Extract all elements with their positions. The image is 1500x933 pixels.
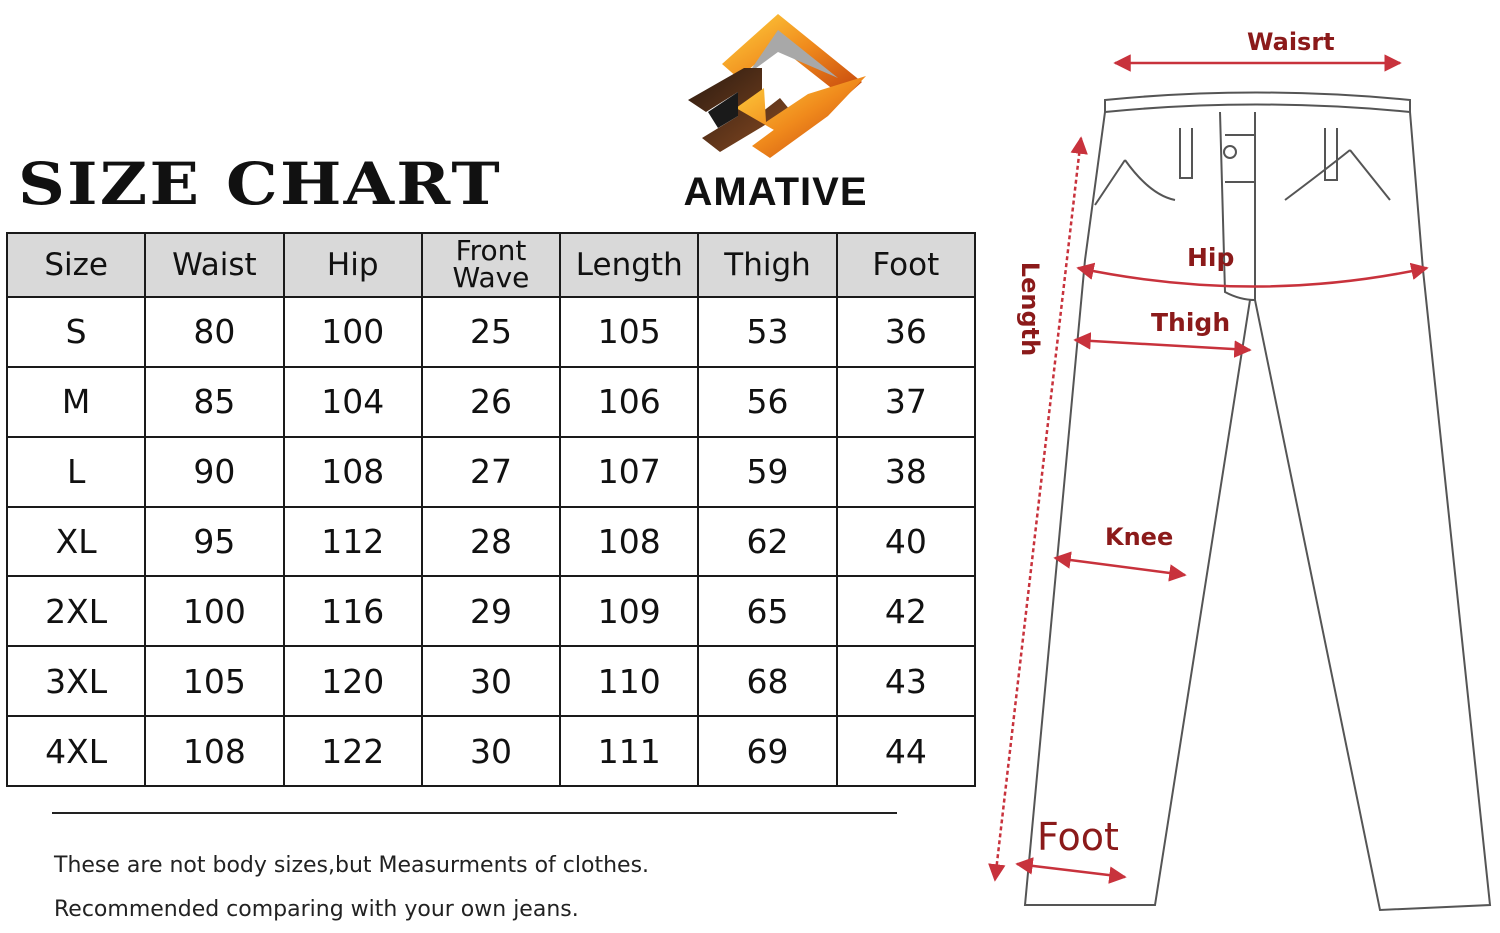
- table-cell: 116: [284, 576, 422, 646]
- size-chart-title: SIZE CHART: [18, 150, 502, 218]
- brand-logo: [668, 12, 883, 212]
- table-cell: 80: [145, 297, 283, 367]
- column-header-thigh: Thigh: [698, 233, 836, 297]
- table-cell: 43: [837, 646, 975, 716]
- table-row: [7, 507, 975, 577]
- table-cell: 107: [560, 437, 698, 507]
- column-header-foot: Foot: [837, 233, 975, 297]
- table-cell: 65: [698, 576, 836, 646]
- table-cell: 27: [422, 437, 560, 507]
- table-row: [7, 646, 975, 716]
- table-cell: 28: [422, 507, 560, 577]
- table-cell: M: [7, 367, 145, 437]
- table-cell: 105: [145, 646, 283, 716]
- table-cell: 42: [837, 576, 975, 646]
- table-row: [7, 297, 975, 367]
- table-cell: 90: [145, 437, 283, 507]
- table-cell: 68: [698, 646, 836, 716]
- waist-label: Waisrt: [1247, 28, 1335, 56]
- table-cell: 44: [837, 716, 975, 786]
- divider: [52, 812, 897, 814]
- table-cell: 29: [422, 576, 560, 646]
- table-cell: 4XL: [7, 716, 145, 786]
- thigh-label: Thigh: [1151, 308, 1231, 337]
- column-header-length: Length: [560, 233, 698, 297]
- table-cell: 85: [145, 367, 283, 437]
- table-cell: 3XL: [7, 646, 145, 716]
- table-cell: 2XL: [7, 576, 145, 646]
- table-cell: 108: [284, 437, 422, 507]
- table-cell: 122: [284, 716, 422, 786]
- table-cell: 109: [560, 576, 698, 646]
- hip-label: Hip: [1187, 243, 1235, 272]
- table-cell: 69: [698, 716, 836, 786]
- length-label: Length: [1016, 261, 1045, 357]
- table-cell: 30: [422, 716, 560, 786]
- table-cell: 56: [698, 367, 836, 437]
- table-cell: 38: [837, 437, 975, 507]
- table-cell: L: [7, 437, 145, 507]
- table-row: [7, 716, 975, 786]
- table-cell: 62: [698, 507, 836, 577]
- table-header-row: [7, 233, 975, 297]
- table-cell: 59: [698, 437, 836, 507]
- column-header-hip: Hip: [284, 233, 422, 297]
- table-cell: 26: [422, 367, 560, 437]
- brand-logo-icon: [678, 12, 873, 172]
- table-row: [7, 367, 975, 437]
- brand-name: AMATIVE: [683, 170, 868, 214]
- table-cell: 53: [698, 297, 836, 367]
- table-cell: 30: [422, 646, 560, 716]
- table-cell: XL: [7, 507, 145, 577]
- table-cell: 112: [284, 507, 422, 577]
- note-line-2: Recommended comparing with your own jeans.: [54, 897, 579, 922]
- column-header-front-wave: [422, 233, 560, 297]
- note-line-1: These are not body sizes,but Measurments of clothes.: [54, 853, 650, 878]
- table-cell: 104: [284, 367, 422, 437]
- knee-label: Knee: [1105, 523, 1174, 551]
- table-cell: 37: [837, 367, 975, 437]
- table-cell: 110: [560, 646, 698, 716]
- table-cell: 106: [560, 367, 698, 437]
- column-header-size: Size: [7, 233, 145, 297]
- column-header-front-wave-label: Front Wave: [452, 234, 530, 294]
- table-cell: 108: [145, 716, 283, 786]
- table-row: [7, 576, 975, 646]
- jeans-outline-icon: [985, 0, 1500, 929]
- table-cell: 36: [837, 297, 975, 367]
- table-cell: 120: [284, 646, 422, 716]
- size-table: [6, 232, 976, 787]
- foot-label: Foot: [1037, 815, 1119, 859]
- table-cell: 40: [837, 507, 975, 577]
- table-cell: 111: [560, 716, 698, 786]
- table-cell: 108: [560, 507, 698, 577]
- column-header-waist: Waist: [145, 233, 283, 297]
- table-row: [7, 437, 975, 507]
- table-cell: 100: [284, 297, 422, 367]
- jeans-diagram: [985, 0, 1500, 929]
- table-cell: 100: [145, 576, 283, 646]
- table-cell: S: [7, 297, 145, 367]
- table-cell: 105: [560, 297, 698, 367]
- table-cell: 25: [422, 297, 560, 367]
- table-cell: 95: [145, 507, 283, 577]
